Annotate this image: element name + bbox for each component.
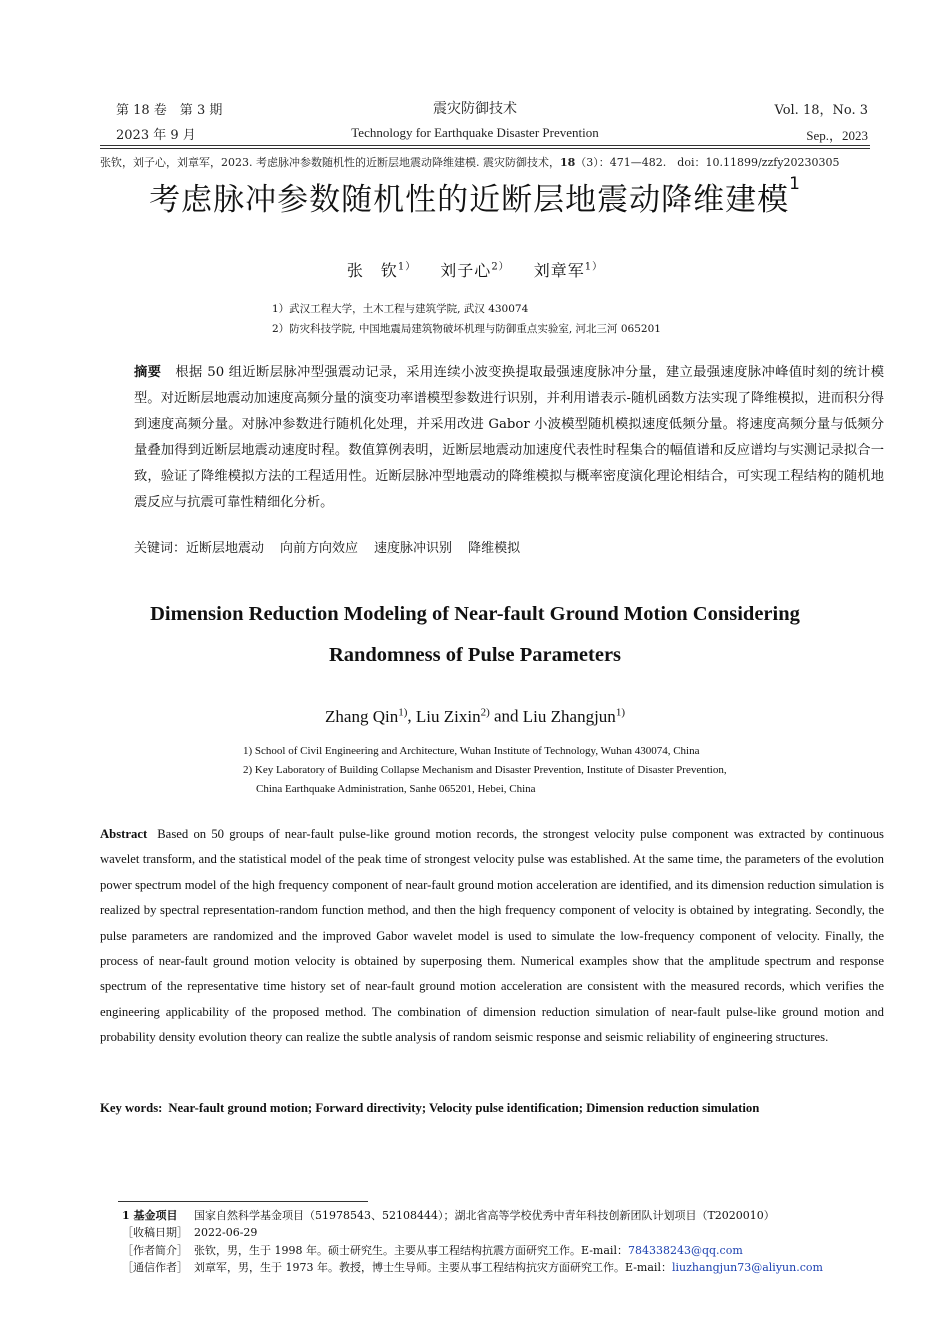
title-en: Dimension Reduction Modeling of Near-fault Ground Motion Considering Randomness of Pulse Parameters [150,603,800,666]
footnotes [122,1207,823,1276]
author-en: Liu Zixin$^{2)}$ [415,706,490,726]
authors-en: Zhang Qin$^{1)}$, Liu Zixin$^{2)}$ and Liu Zhangjun$^{1)}$ [325,706,625,726]
keywords-cn-label: 关键词： [134,541,187,556]
citation-line: 张钦，刘子心，刘章军，2023. 考虑脉冲参数随机性的近断层地震动降维建模. 震灾防御技术，18（3）：471—482. doi：10.11899/zzfy20230305 [100,156,840,169]
affiliation-en: 1) School of Civil Engineering and Architecture, Wuhan Institute of Technology, Wuhan 430074, China [243,745,700,757]
keywords-cn [134,537,536,556]
footnote-author: ［作者简介］ 张钦，男，生于 1998 年。硕士研究生。主要从事工程结构抗震方面研究工作。E-mail：784338243@qq.com [122,1243,743,1257]
title-footnote-marker: 1 [789,174,801,194]
header-journal-cn: 震灾防御技术 [433,101,517,117]
affiliation-cn: 2）防灾科技学院, 中国地震局建筑物破坏机理与防御重点实验室, 河北三河 065201 [272,323,661,335]
corresponding-email-link[interactable]: liuzhangjun73@aliyun.com [671,1260,823,1274]
keyword-cn: 向前方向效应 [280,541,359,556]
affiliation-en: 2) Key Laboratory of Building Collapse Mechanism and Disaster Prevention, Institute of Disaster Prevention, [243,764,727,776]
keyword-cn: 降维模拟 [468,541,521,556]
affiliation-en: China Earthquake Administration, Sanhe 065201, Hebei, China [256,783,536,795]
keywords-en [100,1101,759,1116]
keyword-cn: 近断层地震动 [186,541,265,556]
author-cn: 张 钦$^{1)}$ [346,261,417,281]
authors-cn [0,258,950,281]
author-email-link[interactable]: 784338243@qq.com [627,1243,743,1257]
keywords-en-text: Near-fault ground motion; Forward directivity; Velocity pulse identification; Dimension reduction simulation [168,1101,760,1115]
abstract-en-label: Abstract [100,827,148,841]
author-en: Zhang Qin$^{1)}$ [325,706,408,726]
keyword-cn: 速度脉冲识别 [374,541,453,556]
footnote-fund: 1 基金项目 国家自然科学基金项目（51978543、52108444）；湖北省高等学校优秀中青年科技创新团队计划项目（T2020010） [122,1209,775,1222]
affiliation-cn: 1）武汉工程大学，土木工程与建筑学院, 武汉 430074 [272,303,529,315]
header-volume-issue: 第 18 卷 第 3 期 [116,103,223,118]
affiliations-cn [272,299,661,339]
affiliations-en [243,742,727,799]
footnote-rule [118,1201,368,1202]
header-rule-top [100,145,870,146]
abstract-en [100,822,884,1051]
header-journal-en: Technology for Earthquake Disaster Prevention [351,125,599,140]
header-date-cn: 2023 年 9 月 [116,128,196,143]
header-date-en: Sep.，2023 [806,128,868,143]
header-rule-bottom [100,148,870,149]
title-cn-block [0,174,950,219]
abstract-cn-label: 摘要 [134,365,162,380]
abstract-en-text: Based on 50 groups of near-fault pulse-like ground motion records, the strongest velocity pulse component was extracted by continuous wavelet transform, and the statistical model of the peak time of strongest velocity pulse was established. At the same time, the parameters of the evolution power spectrum model of the high frequency component of near-fault ground motion acceleration are identified, and its dimension reduction simulation is realized by spectral representation-random function method, and then the high frequency component of velocity is obtained by integrating. Secondly, the pulse parameters are randomized and the improved Gabor wavelet model is used to simulate the low-frequency component of velocity. Finally, the process of near-fault ground motion velocity is obtained by superposing them. Numerical examples show that the amplitude spectrum and response spectrum of the representative time history set of near-fault ground motion acceleration are consistent with the measured records, which verifies the engineering applicability of the proposed method. The combination of dimension reduction simulation of near-fault pulse-like ground motion and probability density evolution theory can realize the subtle analysis of random seismic response and seismic reliability of engineering structures. [100,827,884,1045]
title-cn: 考虑脉冲参数随机性的近断层地震动降维建模$^1$ [149,174,801,218]
author-en: Liu Zhangjun$^{1)}$ [522,706,625,726]
abstract-cn-text: 根据 50 组近断层脉冲型强震动记录，采用连续小波变换提取最强速度脉冲分量，建立最强速度脉冲峰值时刻的统计模型。对近断层地震动加速度高频分量的演变功率谱模型参数进行识别，并利用谱表示-随机函数方法实现了降维模拟，进而积分得到速度高频分量。对脉冲参数进行随机化处理，并采用改进 Gabor 小波模型随机模拟速度低频分量。将速度高频分量与低频分量叠加得到近断层地震动速度时程。数值算例表明，近断层地震动加速度代表性时程集合的幅值谱和反应谱均与实测记录拟合一致，验证了降维模拟方法的工程适用性。近断层脉冲型地震动的降维模拟与概率密度演化理论相结合，可实现工程结构的随机地震反应与抗震可靠性精细化分析。 [134,365,885,510]
author-cn: 刘子心$^{2)}$ [440,261,510,281]
header-volume-en: Vol. 18，No. 3 [774,103,868,118]
footnote-corresponding: ［通信作者］ 刘章军，男，生于 1973 年。教授，博士生导师。主要从事工程结构抗灾方面研究工作。E-mail：liuzhangjun73@aliyun.com [122,1260,823,1274]
author-cn: 刘章军$^{1)}$ [533,261,604,281]
abstract-cn [134,360,884,516]
footnote-received: ［收稿日期］ 2022-06-29 [122,1226,258,1240]
keywords-en-label: Key words: [100,1101,163,1115]
